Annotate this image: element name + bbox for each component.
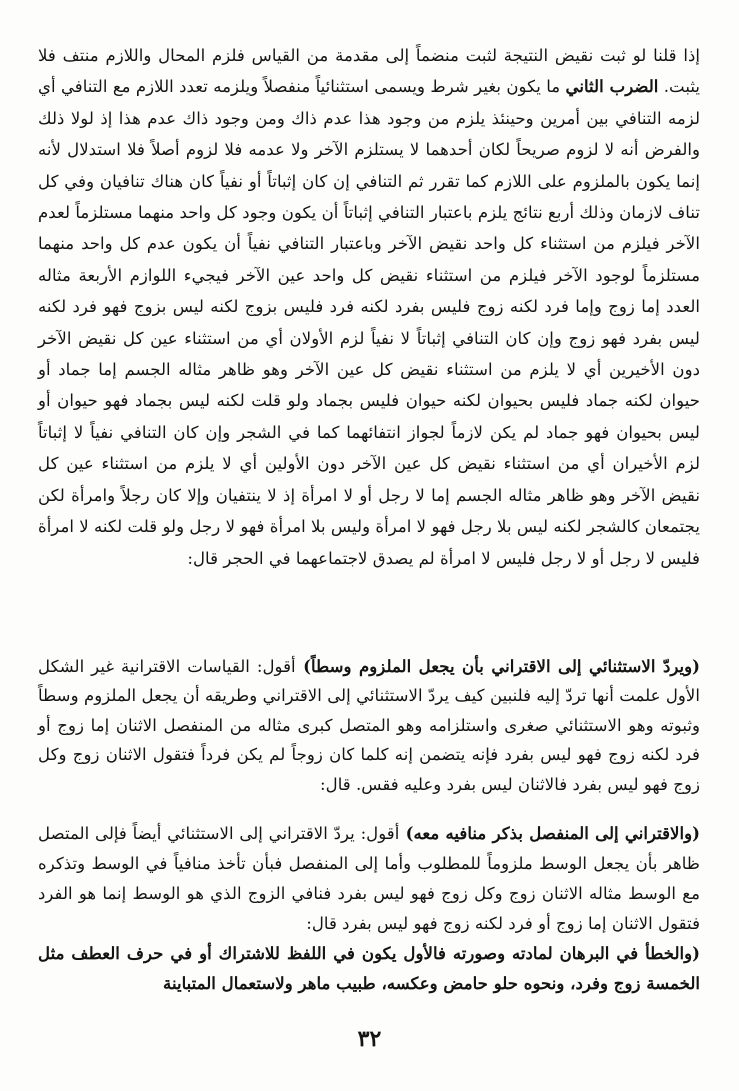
- text-segment: أقول: يردّ الاقتراني إلى الاستثنائي أيضاً فإلى المتصل ظاهر بأن يجعل الوسط ملزوماً للمطلوب وأما إلى المنفصل فبأن تأخذ منافياً في الوسط وتذكره مع الوسط مثاله الاثنان زوج وكل زوج فهو ليس بفرد فنافي الزوج الذي هو الوسط إنما هو الفرد فتقول الاثنان إما زوج أو فرد لكنه زوج فهو ليس بفرد قال:: [38, 824, 700, 933]
- text-segment: إذا قلنا لو ثبت نقيض النتيجة لثبت منضماً إلى مقدمة من القياس فلزم المحال واللازم منتف فلا يثبت.: [38, 46, 700, 97]
- page-number: ٣٢: [357, 1026, 382, 1052]
- text-segment: أقول: القياسات الاقترانية غير الشكل الأول علمت أنها تردّ إليه فلنبين كيف يردّ الاستثنائي إلى الاقتراني وطريقه أن يجعل الملزوم وسطاً وثبوته وهو الاستثنائي صغرى واستلزامه وهو المتصل كبرى مثاله من المنفصل الاثنان إما زوج أو فرد لكنه زوج فهو ليس بفرد فإنه يتضمن إنه كلما كان زوجاً لم يكن فرداً فتقول الاثنان زوج وكل زوج فهو ليس بفرد فالاثنان ليس بفرد وعليه فقس. قال:: [38, 657, 700, 794]
- quoted-matn: (ويردّ الاستثنائي إلى الاقتراني بأن يجعل الملزوم وسطاً): [295, 656, 700, 676]
- paragraph-3: [38, 818, 700, 939]
- section-heading: الضرب الثاني: [565, 76, 659, 97]
- paragraph-4: [38, 938, 700, 998]
- quoted-matn: (والاقتراني إلى المنفصل بذكر منافيه معه): [399, 823, 700, 843]
- paragraph-1: [38, 40, 700, 574]
- text-segment: ما يكون بغير شرط ويسمى استثنائياً منفصلاً ويلزمه تعدد اللازم مع التنافي أي لزمه التنافي بين أمرين وحينئذ يلزم من وجود هذا عدم ذاك ومن وجود ذاك عدم هذا إذ لولا ذلك والفرض أنه لا لزوم صريحاً لكان أحدهما لا يستلزم الآخر ولا عدمه فلا لزوم أصلاً فلا استدلال لأنه إنما يكون بالملزوم على اللازم كما تقرر ثم التنافي إن كان إثباتاً أو نفياً كان هناك تنافيان وفي كل تناف لازمان وذلك أربع نتائج يلزم باعتبار التنافي إثباتاً أن يكون وجود كل واحد منهما مستلزماً لعدم الآخر فيلزم من استثناء كل واحد نقيض الآخر وباعتبار التنافي نفياً أن يكون عدم كل واحد منهما مستلزماً لوجود الآخر فيلزم من استثناء نقيض كل واحد عين الآخر فيجيء اللوازم الأربعة مثاله العدد إما زوج وإما فرد لكنه زوج فليس بفرد لكنه فرد فليس بزوج لكنه ليس بزوج فهو فرد لكنه ليس بفرد فهو زوج وإن كان التنافي إثباتاً لا نفياً لزم الأولان أي من استثناء عين كل نقيض الآخر دون الأخيرين أي لا يلزم من استثناء نقيض كل عين الآخر وهو ظاهر مثاله الجسم إما جماد أو حيوان لكنه جماد فليس بحيوان لكنه حيوان فليس بجماد ولو قلت لكنه ليس بجماد فهو حيوان أو ليس بحيوان فهو جماد لم يكن لازماً لجواز انتفائهما كما في الشجر وإن كان التنافي نفياً لا إثباتاً لزم الأخيران أي من استثناء نقيض كل عين الآخر دون الأولين أي لا يلزم من استثناء عين كل نقيض الآخر وهو ظاهر مثاله الجسم إما لا رجل أو لا امرأة إذ لا ينتفيان وإلا كان رجلاً وامرأة لكن يجتمعان كالشجر لكنه ليس بلا رجل فهو لا امرأة وليس بلا امرأة فهو لا رجل ولو قلت لكنه لا امرأة فليس لا رجل أو لا رجل فليس لا امرأة لم يصدق لاجتماعهما في الحجر قال:: [38, 77, 700, 568]
- paragraph-2: [38, 652, 700, 799]
- quoted-matn: (والخطأ في البرهان لمادته وصورته فالأول يكون في اللفظ للاشتراك أو في حرف العطف مثل الخمسة زوج وفرد، ونحوه حلو حامض وعكسه، طبيب ماهر ولاستعمال المتباينة: [38, 943, 700, 993]
